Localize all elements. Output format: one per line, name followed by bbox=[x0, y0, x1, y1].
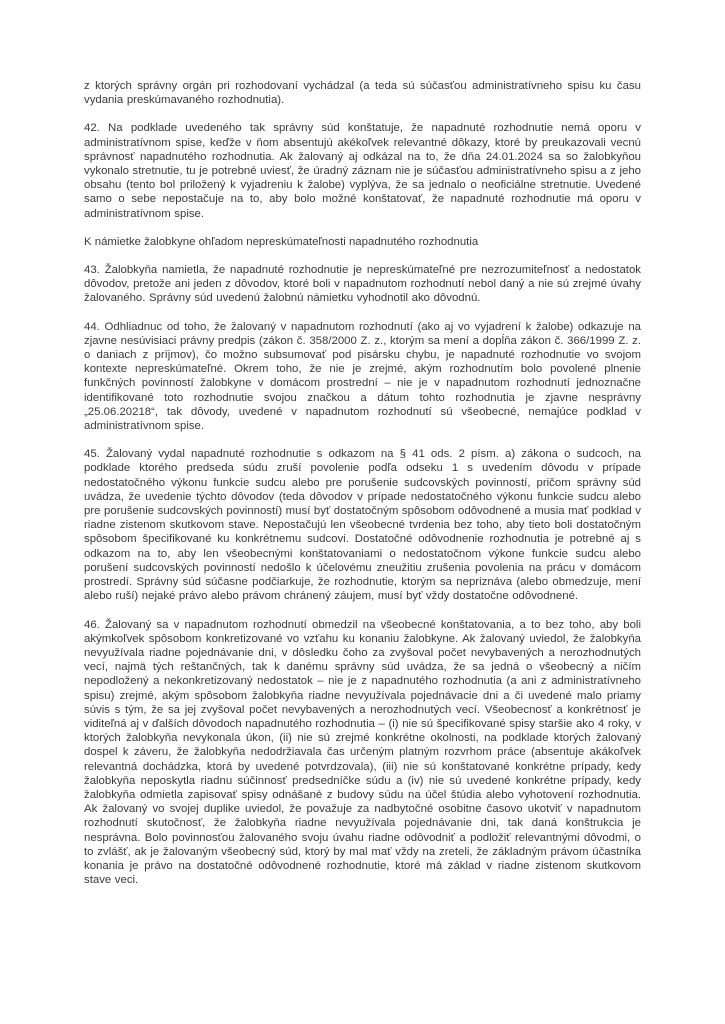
paragraph-46: 46. Žalovaný sa v napadnutom rozhodnutí obmedzil na všeobecné konštatovania, a to bez toho, aby boli akýmkoľvek spôsobom konkretizované vo vzťahu ku konaniu žalobkyne. Ak žalovaný uviedol, že žalobkyňa nevyužívala riadne pojednávanie dni, v dôsledku čoho za zvyšoval počet nevybavených a nerozhodnutých vecí, najmä tých reštančných, tak k danému správny súd uvádza, že sa jedná o všeobecný a ničím nepodložený a nekonkretizovaný nedostatok – nie je z napadnutého rozhodnutia (a ani z administratívneho spisu) zrejmé, akým spôsobom žalobkyňa riadne nevyužívala pojednávacie dni a či uvedené malo priamy súvis s tým, že sa jej zvyšoval počet nevybavených a nerozhodnutých vecí. Všeobecnosť a konkrétnosť je viditeľná aj v ďalších dôvodoch napadnutého rozhodnutia – (i) nie sú špecifikované spisy staršie ako 4 roky, v ktorých žalobkyňa nevykonala úkon, (ii) nie sú zrejmé konkrétne okolnosti, na podklade ktorých žalovaný dospel k záveru, že žalobkyňa nedodržiavala čas určeným platným rozvrhom práce (absentuje akákoľvek relevantná dochádzka, ktorá by uvedené potvrdzovala), (iii) nie sú konštatované konkrétne prípady, kedy žalobkyňa neposkytla riadnu súčinnosť predsedníčke súdu a (iv) nie sú uvedené konkrétne prípady, kedy žalobkyňa odmietla zapisovať spisy odnášané z budovy súdu na účel štúdia alebo vyhotovení rozhodnutia. Ak žalovaný vo svojej duplike uviedol, že považuje za nadbytočné osobitne časovo ukotviť v napadnutom rozhodnutí skutočnosť, že žalobkyňa riadne nevyužívala pojednávanie dni, tak daná konštrukcia je nesprávna. Bolo povinnosťou žalovaného svoju úvahu riadne odôvodniť a podložiť relevantnými dôvodmi, o to zvlášť, ak je žalovaným všeobecný súd, ktorý by mal mať vždy na zreteli, že základným právom účastníka konania je právo na dostatočné odôvodnené rozhodnutie, ktoré má základ v riadne zistenom skutkovom stave veci. bbox=[84, 618, 641, 887]
paragraph-45: 45. Žalovaný vydal napadnuté rozhodnutie s odkazom na § 41 ods. 2 písm. a) zákona o sudcoch, na podklade ktorého predseda súdu zruší povolenie podľa odseku 1 s uvedením dôvodu v prípade nedostatočného výkonu funkcie sudcu alebo pre porušenie sudcovských povinností, pričom správny súd uvádza, že uvedenie týchto dôvodov (teda dôvodov v prípade nedostatočného výkonu funkcie sudcu alebo pre porušenie sudcovských povinností) musí byť dostatočným spôsobom odôvodnené a musia mať podklad v riadne zistenom skutkovom stave. Nepostačujú len všeobecné tvrdenia bez toho, aby tieto boli dostatočným spôsobom špecifikované ku konkrétnemu sudcovi. Dostatočné odôvodnenie rozhodnutia je potrebné aj s odkazom na to, aby len všeobecnými konštatovaniami o nedostatočnom výkone funkcie sudcu alebo porušení sudcovských povinností nedošlo k účelovému zneužitiu zrušenia povolenia na prácu v domácom prostredí. Správny súd súčasne podčiarkuje, že rozhodnutie, ktorým sa nepriznáva (alebo obmedzuje, mení alebo ruší) nejaké právo alebo právom chránený záujem, musí byť vždy dostatočne odôvodnené. bbox=[84, 448, 641, 603]
paragraph-41-continuation: z ktorých správny orgán pri rozhodovaní vychádzal (a teda sú súčasťou administratívneho spisu ku času vydania preskúmavaného rozhodnutia). bbox=[84, 80, 641, 107]
section-heading-nepreskumatelnost: K námietke žalobkyne ohľadom nepreskúmateľnosti napadnutého rozhodnutia bbox=[84, 235, 479, 248]
paragraph-44: 44. Odhliadnuc od toho, že žalovaný v napadnutom rozhodnutí (ako aj vo vyjadrení k žalobe) odkazuje na zjavne nesúvisiaci právny predpis (zákon č. 358/2000 Z. z., ktorým sa mení a dopĺňa zákon č. 366/1999 Z. z. o daniach z príjmov), čo možno subsumovať pod pisársku chybu, je napadnuté rozhodnutie vo svojom kontexte nepreskúmateľné. Okrem toho, že nie je zrejmé, akým rozhodnutím bolo povolené plnenie funkčných povinností žalobkyne v domácom prostrední – nie je v napadnutom rozhodnutí jednoznačne identifikované toto rozhodnutie svojou značkou a dátum tohto rozhodnutia je zjavne nesprávny „25.06.20218“, tak dôvody, uvedené v napadnutom rozhodnutí sú všeobecné, nemajúce podklad v administratívnom spise. bbox=[84, 320, 641, 433]
paragraph-42: 42. Na podklade uvedeného tak správny súd konštatuje, že napadnuté rozhodnutie nemá oporu v administratívnom spise, keďže v ňom absentujú akékoľvek relevantné dôkazy, ktoré by preukazovali vecnú správnosť napadnutého rozhodnutia. Ak žalovaný aj odkázal na to, že dňa 24.01.2024 sa so žalobkyňou vykonalo stretnutie, tu je potrebné uviesť, že úradný záznam nie je súčasťou administratívneho spisu a z jeho obsahu (tento bol priložený k vyjadreniu k žalobe) vyplýva, že sa jednalo o neoficiálne stretnutie. Uvedené samo o sebe nepostačuje na to, aby bolo možné konštatovať, že napadnuté rozhodnutie má oporu v administratívnom spise. bbox=[84, 122, 641, 220]
paragraph-43: 43. Žalobkyňa namietla, že napadnuté rozhodnutie je nepreskúmateľné pre nezrozumiteľnosť a nedostatok dôvodov, pretože ani jeden z dôvodov, ktoré boli v napadnutom rozhodnutí nebol daný a nie sú zrejmé úvahy žalovaného. Správny súd uvedenú žalobnú námietku vyhodnotil ako dôvodnú. bbox=[84, 264, 641, 305]
